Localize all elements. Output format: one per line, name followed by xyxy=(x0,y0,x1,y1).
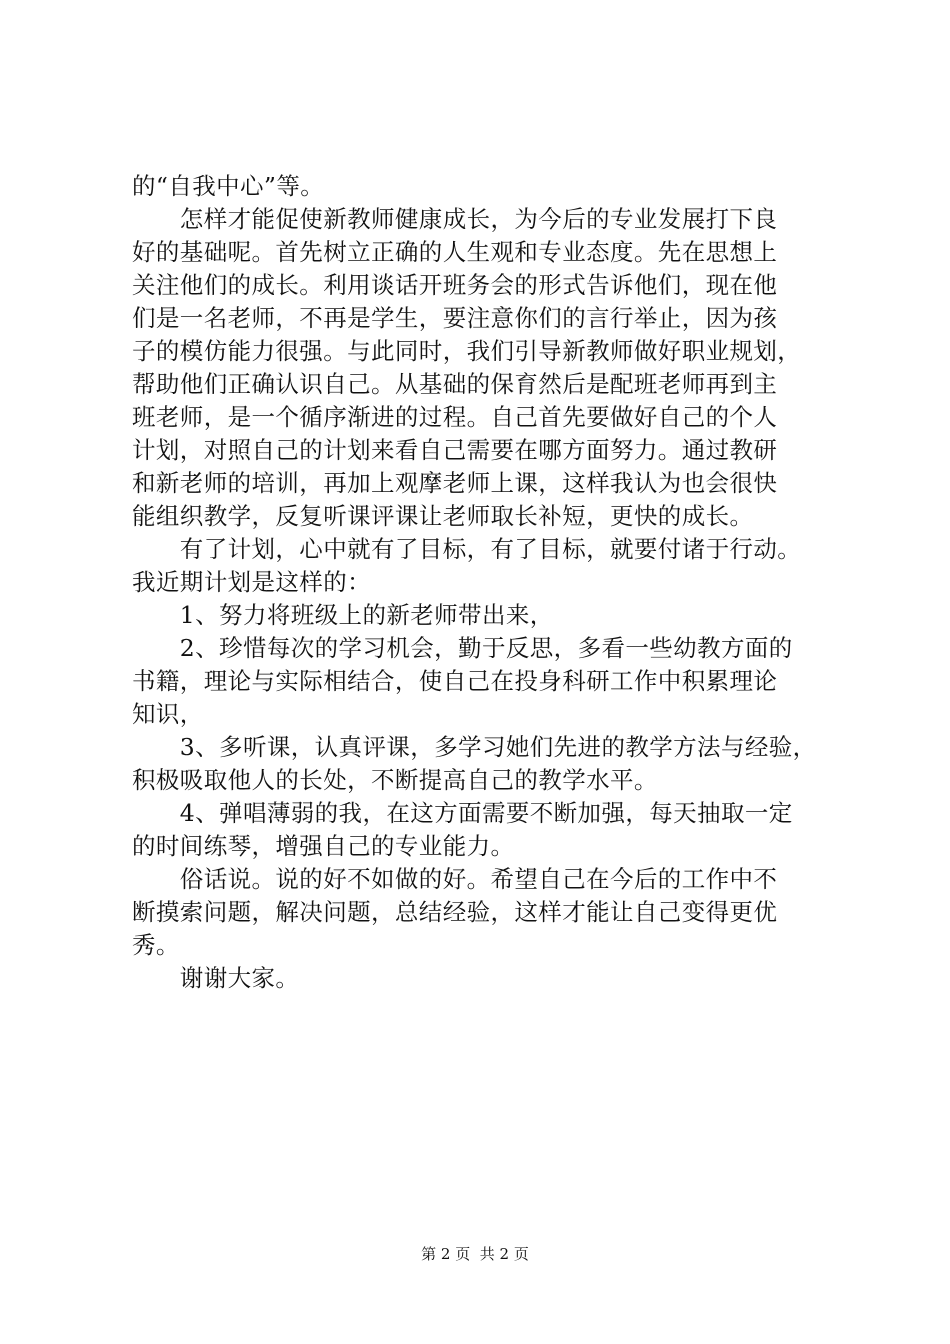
text-line: 班老师，是一个循序渐进的过程。自己首先要做好自己的个人 xyxy=(132,403,778,431)
text-line: 书籍，理论与实际相结合，使自己在投身科研工作中积累理论 xyxy=(132,667,778,695)
text-line: 俗话说。说的好不如做的好。希望自己在今后的工作中不 xyxy=(132,865,778,893)
text-line: 我近期计划是这样的： xyxy=(132,568,371,596)
text-line: 帮助他们正确认识自己。从基础的保育然后是配班老师再到主 xyxy=(132,370,778,398)
text-line: 的“自我中心”等。 xyxy=(132,172,325,200)
text-line: 谢谢大家。 xyxy=(132,964,300,992)
text-line: 2、珍惜每次的学习机会，勤于反思，多看一些幼教方面的 xyxy=(132,634,793,662)
text-line: 怎样才能促使新教师健康成长，为今后的专业发展打下良 xyxy=(132,205,778,233)
text-line: 关注他们的成长。利用谈话开班务会的形式告诉他们，现在他 xyxy=(132,271,778,299)
text-line: 好的基础呢。首先树立正确的人生观和专业态度。先在思想上 xyxy=(132,238,778,266)
text-line: 知识， xyxy=(132,700,204,728)
text-line: 的时间练琴，增强自己的专业能力。 xyxy=(132,832,515,860)
text-line: 能组织教学，反复听课评课让老师取长补短，更快的成长。 xyxy=(132,502,754,530)
text-line: 3、多听课，认真评课，多学习她们先进的教学方法与经验， xyxy=(132,733,817,761)
text-line: 秀。 xyxy=(132,931,180,959)
text-line: 4、弹唱薄弱的我，在这方面需要不断加强，每天抽取一定 xyxy=(132,799,793,827)
text-line: 有了计划，心中就有了目标，有了目标，就要付诸于行动。 xyxy=(132,535,802,563)
text-line: 积极吸取他人的长处，不断提高自己的教学水平。 xyxy=(132,766,658,794)
text-line: 和新老师的培训，再加上观摩老师上课，这样我认为也会很快 xyxy=(132,469,778,497)
text-line: 1、努力将班级上的新老师带出来， xyxy=(132,601,554,629)
text-line: 断摸索问题，解决问题，总结经验，这样才能让自己变得更优 xyxy=(132,898,778,926)
text-line: 子的模仿能力很强。与此同时，我们引导新教师做好职业规划， xyxy=(132,337,802,365)
text-line: 计划，对照自己的计划来看自己需要在哪方面努力。通过教研 xyxy=(132,436,778,464)
page-number-footer: 第 2 页 共 2 页 xyxy=(421,1245,529,1263)
text-line: 们是一名老师，不再是学生，要注意你们的言行举止，因为孩 xyxy=(132,304,778,332)
